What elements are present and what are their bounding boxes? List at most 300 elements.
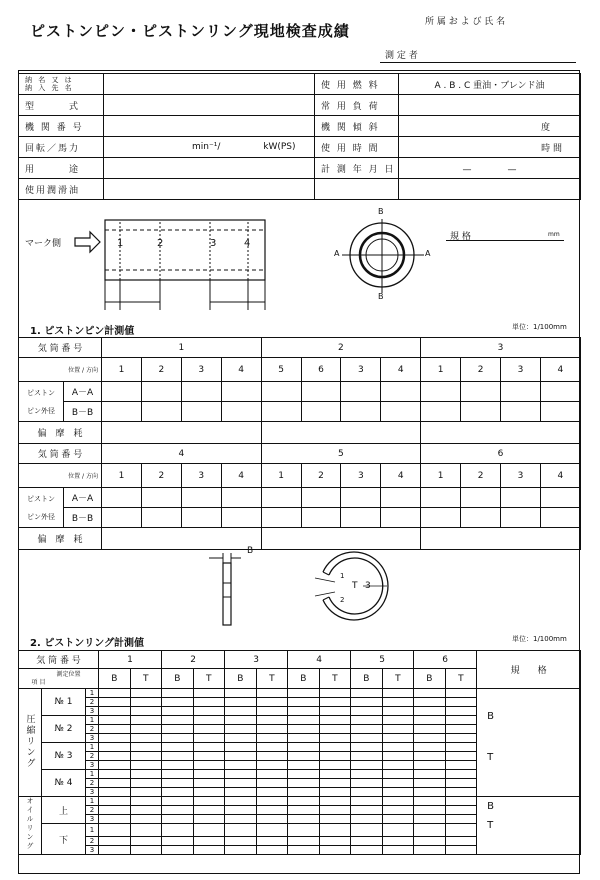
- ring-cell[interactable]: [256, 734, 288, 743]
- pin-wear-cell[interactable]: [261, 528, 421, 550]
- ring-cell[interactable]: [445, 779, 477, 788]
- ring-cell[interactable]: [319, 734, 351, 743]
- pin-cell[interactable]: [141, 488, 181, 508]
- info-value-model[interactable]: [104, 95, 315, 116]
- ring-cell[interactable]: [351, 734, 383, 743]
- ring-cell[interactable]: [288, 752, 320, 761]
- pin-cell[interactable]: [301, 488, 341, 508]
- ring-cell[interactable]: [319, 689, 351, 698]
- ring-cell[interactable]: [445, 707, 477, 716]
- ring-cell[interactable]: [256, 806, 288, 815]
- ring-cell[interactable]: [351, 846, 383, 855]
- ring-cell[interactable]: [99, 824, 131, 837]
- ring-cell[interactable]: [193, 707, 225, 716]
- ring-cell[interactable]: [288, 788, 320, 797]
- ring-cell[interactable]: [193, 698, 225, 707]
- info-value-use[interactable]: [104, 158, 315, 179]
- ring-cell[interactable]: [445, 752, 477, 761]
- ring-cell[interactable]: [288, 806, 320, 815]
- ring-cell[interactable]: [225, 752, 257, 761]
- pin-cell[interactable]: [540, 402, 580, 422]
- ring-cell[interactable]: [414, 716, 446, 725]
- ring-cell[interactable]: [351, 698, 383, 707]
- pin-cell[interactable]: [102, 508, 142, 528]
- pin-cell[interactable]: [421, 402, 461, 422]
- ring-cell[interactable]: [99, 698, 131, 707]
- ring-cell[interactable]: [382, 716, 414, 725]
- ring-cell[interactable]: [288, 689, 320, 698]
- ring-cell[interactable]: [162, 743, 194, 752]
- ring-cell[interactable]: [414, 707, 446, 716]
- ring-cell[interactable]: [414, 689, 446, 698]
- ring-cell[interactable]: [351, 788, 383, 797]
- ring-cell[interactable]: [130, 689, 162, 698]
- ring-cell[interactable]: [414, 752, 446, 761]
- info-value-delivery[interactable]: [104, 74, 315, 95]
- ring-cell[interactable]: [414, 837, 446, 846]
- ring-cell[interactable]: [256, 752, 288, 761]
- ring-b: B: [351, 669, 383, 689]
- ring-cell[interactable]: [162, 707, 194, 716]
- ring-cell[interactable]: [414, 779, 446, 788]
- ring-cell[interactable]: [256, 770, 288, 779]
- ring-cell[interactable]: [256, 788, 288, 797]
- ring-cell[interactable]: [445, 734, 477, 743]
- ring-cell[interactable]: [99, 770, 131, 779]
- ring-cell[interactable]: [130, 797, 162, 806]
- ring-cell[interactable]: [99, 815, 131, 824]
- ring-cell[interactable]: [414, 824, 446, 837]
- ring-cell[interactable]: [225, 824, 257, 837]
- ring-cell[interactable]: [351, 837, 383, 846]
- pin-wear-cell[interactable]: [421, 528, 581, 550]
- ring-cell[interactable]: [382, 743, 414, 752]
- ring-cell[interactable]: [351, 725, 383, 734]
- ring-cell[interactable]: [256, 837, 288, 846]
- ring-cell[interactable]: [99, 837, 131, 846]
- ring-cell[interactable]: [99, 846, 131, 855]
- ring-cell[interactable]: [130, 846, 162, 855]
- ring-cell[interactable]: [288, 743, 320, 752]
- ring-cell[interactable]: [256, 815, 288, 824]
- pin-cell[interactable]: [501, 508, 541, 528]
- ring-cell[interactable]: [162, 761, 194, 770]
- ring-cell[interactable]: [162, 837, 194, 846]
- ring-t: T: [319, 669, 351, 689]
- ring-cell[interactable]: [319, 788, 351, 797]
- pin-cell[interactable]: [461, 508, 501, 528]
- ring-cell[interactable]: [414, 698, 446, 707]
- pin-cell[interactable]: [540, 508, 580, 528]
- pin-cell[interactable]: [301, 402, 341, 422]
- ring-cell[interactable]: [351, 761, 383, 770]
- ring-cell[interactable]: [99, 743, 131, 752]
- ring-cell[interactable]: [162, 716, 194, 725]
- ring-cell[interactable]: [99, 779, 131, 788]
- ring-cell[interactable]: [351, 707, 383, 716]
- spec-label: 規 格: [450, 232, 471, 242]
- ring-cell[interactable]: [414, 761, 446, 770]
- ring-cell[interactable]: [256, 761, 288, 770]
- ring-cell[interactable]: [414, 725, 446, 734]
- info-value-load[interactable]: [399, 95, 581, 116]
- ring-cell[interactable]: [225, 770, 257, 779]
- ring-cell[interactable]: [319, 725, 351, 734]
- ring-cell[interactable]: [288, 824, 320, 837]
- ring-cyl: 3: [225, 651, 288, 669]
- pin-cell[interactable]: [501, 402, 541, 422]
- ring-cell[interactable]: [225, 707, 257, 716]
- pin-cell[interactable]: [341, 488, 381, 508]
- info-value-date[interactable]: — —: [399, 158, 581, 179]
- ring-cell[interactable]: [162, 806, 194, 815]
- ring-number-label: № 3: [42, 743, 86, 770]
- pin-cell[interactable]: [102, 382, 142, 402]
- pin-cell[interactable]: [341, 402, 381, 422]
- ring-cell[interactable]: [382, 806, 414, 815]
- ring-cell[interactable]: [193, 716, 225, 725]
- ring-cell[interactable]: [351, 779, 383, 788]
- ring-cell[interactable]: [193, 752, 225, 761]
- ring-cell[interactable]: [256, 689, 288, 698]
- ring-cell[interactable]: [288, 837, 320, 846]
- pin-cell[interactable]: [381, 382, 421, 402]
- ring-cell[interactable]: [256, 779, 288, 788]
- ring-cell[interactable]: [382, 779, 414, 788]
- ring-cell[interactable]: [319, 824, 351, 837]
- ring-number-label: № 2: [42, 716, 86, 743]
- ring-cell[interactable]: [225, 761, 257, 770]
- ring-cell[interactable]: [445, 788, 477, 797]
- ring-cell[interactable]: [319, 846, 351, 855]
- ring-cell[interactable]: [351, 824, 383, 837]
- ring-cell[interactable]: [225, 806, 257, 815]
- ring-cell[interactable]: [382, 689, 414, 698]
- ring-cell[interactable]: [256, 743, 288, 752]
- ring-cell[interactable]: [193, 725, 225, 734]
- cross-a-right: A: [425, 249, 431, 258]
- ring-cell[interactable]: [445, 815, 477, 824]
- info-value-lubricant[interactable]: [104, 179, 315, 200]
- pin-cell[interactable]: [221, 488, 261, 508]
- ring-cell[interactable]: [225, 815, 257, 824]
- ring-cell[interactable]: [99, 806, 131, 815]
- ring-cell[interactable]: [193, 797, 225, 806]
- ring-cell[interactable]: [99, 761, 131, 770]
- ring-cell[interactable]: [193, 689, 225, 698]
- pin-cell[interactable]: [261, 382, 301, 402]
- ring-cell[interactable]: [319, 698, 351, 707]
- ring-cell[interactable]: [351, 815, 383, 824]
- ring-cell[interactable]: [225, 725, 257, 734]
- ring-cell[interactable]: [288, 725, 320, 734]
- ring-cell[interactable]: [162, 770, 194, 779]
- ring-cell[interactable]: [225, 689, 257, 698]
- ring-cell[interactable]: [256, 846, 288, 855]
- ring-cell[interactable]: [130, 788, 162, 797]
- ring-cell[interactable]: [445, 716, 477, 725]
- pin-bottom-pos: 1: [261, 464, 301, 488]
- ring-cell[interactable]: [99, 725, 131, 734]
- ring-cell[interactable]: [414, 815, 446, 824]
- ring-cell[interactable]: [319, 815, 351, 824]
- ring-cell[interactable]: [319, 707, 351, 716]
- ring-cell[interactable]: [193, 770, 225, 779]
- ring-cell[interactable]: [256, 824, 288, 837]
- ring-cell[interactable]: [319, 779, 351, 788]
- ring-cell[interactable]: [319, 770, 351, 779]
- ring-cell[interactable]: [445, 837, 477, 846]
- info-value-hours[interactable]: [399, 137, 581, 158]
- pin-cell[interactable]: [141, 382, 181, 402]
- ring-cell[interactable]: [414, 788, 446, 797]
- pin-cell[interactable]: [181, 402, 221, 422]
- ring-spec-compression[interactable]: [477, 689, 581, 797]
- pin-cell[interactable]: [141, 402, 181, 422]
- ring-cell[interactable]: [351, 716, 383, 725]
- ring-cell[interactable]: [351, 743, 383, 752]
- ring-cell[interactable]: [351, 797, 383, 806]
- ring-cell[interactable]: [193, 815, 225, 824]
- pin-cell[interactable]: [221, 508, 261, 528]
- ring-cell[interactable]: [319, 743, 351, 752]
- info-value-tilt[interactable]: [399, 116, 581, 137]
- pin-cell[interactable]: [421, 382, 461, 402]
- ring-cell[interactable]: [225, 779, 257, 788]
- ring-cell[interactable]: [130, 824, 162, 837]
- ring-cell[interactable]: [382, 725, 414, 734]
- ring-cell[interactable]: [414, 734, 446, 743]
- ring-cell[interactable]: [130, 734, 162, 743]
- info-value-engine-no[interactable]: [104, 116, 315, 137]
- ring-cell[interactable]: [319, 716, 351, 725]
- ring-cell[interactable]: [130, 698, 162, 707]
- ring-cell[interactable]: [162, 752, 194, 761]
- ring-cell[interactable]: [193, 806, 225, 815]
- ring-cell[interactable]: [414, 797, 446, 806]
- ring-cell[interactable]: [351, 689, 383, 698]
- pin-cell[interactable]: [461, 402, 501, 422]
- ring-cell[interactable]: [130, 725, 162, 734]
- ring-cell[interactable]: [382, 788, 414, 797]
- ring-cell[interactable]: [130, 707, 162, 716]
- ring-cell[interactable]: [288, 734, 320, 743]
- ring-cell[interactable]: [288, 815, 320, 824]
- ring-cell[interactable]: [225, 837, 257, 846]
- ring-t: T: [445, 669, 477, 689]
- ring-cell[interactable]: [382, 761, 414, 770]
- ring-cell[interactable]: [99, 788, 131, 797]
- ring-cell[interactable]: [193, 846, 225, 855]
- ring-cell[interactable]: [351, 770, 383, 779]
- pin-cell[interactable]: [221, 382, 261, 402]
- ring-cell[interactable]: [445, 806, 477, 815]
- ring-cell[interactable]: [414, 743, 446, 752]
- pin-cell[interactable]: [341, 382, 381, 402]
- ring-cell[interactable]: [382, 824, 414, 837]
- ring-cell[interactable]: [225, 797, 257, 806]
- ring-cell[interactable]: [256, 725, 288, 734]
- ring-cell[interactable]: [130, 770, 162, 779]
- ring-cell[interactable]: [288, 761, 320, 770]
- ring-cell[interactable]: [445, 770, 477, 779]
- info-label-load: 常 用 負 荷: [315, 95, 399, 116]
- ring-cell[interactable]: [445, 698, 477, 707]
- ring-cell[interactable]: [445, 725, 477, 734]
- ring-number-label: 上: [42, 797, 86, 824]
- pin-wear-cell[interactable]: [102, 422, 262, 444]
- pin-cell[interactable]: [141, 508, 181, 528]
- ring-cell[interactable]: [382, 797, 414, 806]
- ring-cell[interactable]: [193, 743, 225, 752]
- ring-cell[interactable]: [414, 806, 446, 815]
- ring-cell[interactable]: [225, 788, 257, 797]
- ring-cell[interactable]: [162, 725, 194, 734]
- pin-cell[interactable]: [301, 382, 341, 402]
- pin-cell[interactable]: [501, 488, 541, 508]
- ring-cell[interactable]: [99, 716, 131, 725]
- ring-cell[interactable]: [256, 716, 288, 725]
- ring-cell[interactable]: [99, 797, 131, 806]
- ring-cell[interactable]: [99, 707, 131, 716]
- ring-cell[interactable]: [225, 716, 257, 725]
- ring-cell[interactable]: [225, 743, 257, 752]
- ring-cell[interactable]: [256, 797, 288, 806]
- ring-spec-oil[interactable]: [477, 797, 581, 855]
- pin-cell[interactable]: [181, 382, 221, 402]
- ring-cell[interactable]: [193, 779, 225, 788]
- pin-cell[interactable]: [461, 488, 501, 508]
- pin-cell[interactable]: [102, 402, 142, 422]
- ring-cell[interactable]: [130, 752, 162, 761]
- ring-cell[interactable]: [193, 824, 225, 837]
- ring-cell[interactable]: [162, 824, 194, 837]
- ring-cell[interactable]: [193, 788, 225, 797]
- ring-cell[interactable]: [162, 846, 194, 855]
- pin-wear-cell[interactable]: [421, 422, 581, 444]
- ring-cell[interactable]: [162, 779, 194, 788]
- ring-cell[interactable]: [288, 707, 320, 716]
- pin-cell[interactable]: [421, 508, 461, 528]
- ring-cell[interactable]: [319, 806, 351, 815]
- pin-cell[interactable]: [381, 488, 421, 508]
- ring-subrow-label: 1: [86, 770, 99, 779]
- ring-cell[interactable]: [319, 837, 351, 846]
- ring-cell[interactable]: [288, 698, 320, 707]
- pin-cell[interactable]: [461, 382, 501, 402]
- ring-cell[interactable]: [382, 846, 414, 855]
- pin-cell[interactable]: [261, 508, 301, 528]
- pin-cell[interactable]: [501, 382, 541, 402]
- ring-cell[interactable]: [130, 779, 162, 788]
- ring-cell[interactable]: [225, 846, 257, 855]
- pin-cyl-5: 5: [261, 444, 421, 464]
- pin-cell[interactable]: [341, 508, 381, 528]
- ring-cell[interactable]: [382, 698, 414, 707]
- ring-cell[interactable]: [162, 788, 194, 797]
- pin-top-pos: 6: [301, 358, 341, 382]
- ring-subrow-label: 2: [86, 779, 99, 788]
- ring-cyl: 2: [162, 651, 225, 669]
- ring-cell[interactable]: [445, 824, 477, 837]
- ring-cell[interactable]: [130, 815, 162, 824]
- ring-cell[interactable]: [256, 698, 288, 707]
- pin-cell[interactable]: [181, 488, 221, 508]
- pin-cell[interactable]: [381, 402, 421, 422]
- ring-cell[interactable]: [351, 806, 383, 815]
- pin-cell[interactable]: [540, 488, 580, 508]
- pin-cell[interactable]: [540, 382, 580, 402]
- ring-cell[interactable]: [351, 752, 383, 761]
- pin-cell[interactable]: [261, 402, 301, 422]
- ring-cell[interactable]: [382, 770, 414, 779]
- ring-cell[interactable]: [288, 846, 320, 855]
- ring-cell[interactable]: [193, 734, 225, 743]
- pin-cell[interactable]: [221, 402, 261, 422]
- ring-cell[interactable]: [382, 707, 414, 716]
- ring-one-label: 1: [340, 572, 345, 580]
- ring-cell[interactable]: [162, 815, 194, 824]
- ring-cell[interactable]: [162, 797, 194, 806]
- ring-cell[interactable]: [288, 797, 320, 806]
- ring-cell[interactable]: [319, 761, 351, 770]
- ring-cell[interactable]: [130, 806, 162, 815]
- pin-top-pos: 2: [461, 358, 501, 382]
- pin-cell[interactable]: [421, 488, 461, 508]
- ring-cell[interactable]: [288, 770, 320, 779]
- measurer-label: 測 定 者: [385, 51, 418, 61]
- ring-cell[interactable]: [193, 761, 225, 770]
- pin-cell[interactable]: [261, 488, 301, 508]
- ring-cell[interactable]: [162, 734, 194, 743]
- ring-cell[interactable]: [130, 743, 162, 752]
- ring-cell[interactable]: [130, 837, 162, 846]
- pin-wear-cell[interactable]: [261, 422, 421, 444]
- ring-cell[interactable]: [162, 698, 194, 707]
- ring-cell[interactable]: [162, 689, 194, 698]
- pin-cell[interactable]: [102, 488, 142, 508]
- ring-cell[interactable]: [445, 761, 477, 770]
- ring-cell[interactable]: [445, 743, 477, 752]
- ring-cell[interactable]: [99, 734, 131, 743]
- ring-cell[interactable]: [414, 846, 446, 855]
- ring-cell[interactable]: [445, 846, 477, 855]
- pin-cell[interactable]: [181, 508, 221, 528]
- ring-cell[interactable]: [319, 797, 351, 806]
- ring-cell[interactable]: [445, 797, 477, 806]
- ring-cell[interactable]: [99, 689, 131, 698]
- ring-cell[interactable]: [319, 752, 351, 761]
- pin-cell[interactable]: [381, 508, 421, 528]
- ring-cell[interactable]: [382, 837, 414, 846]
- info-value-rpm-power[interactable]: [104, 137, 315, 158]
- ring-cell[interactable]: [288, 779, 320, 788]
- ring-cell[interactable]: [130, 761, 162, 770]
- ring-cell[interactable]: [445, 689, 477, 698]
- ring-cell[interactable]: [225, 734, 257, 743]
- ring-cell[interactable]: [414, 770, 446, 779]
- ring-cell[interactable]: [99, 752, 131, 761]
- ring-cell[interactable]: [382, 734, 414, 743]
- ring-cell[interactable]: [193, 837, 225, 846]
- ring-cell[interactable]: [130, 716, 162, 725]
- ring-cell[interactable]: [382, 752, 414, 761]
- ring-cell[interactable]: [225, 698, 257, 707]
- ring-cell[interactable]: [382, 815, 414, 824]
- pin-cell[interactable]: [301, 508, 341, 528]
- ring-cell[interactable]: [288, 716, 320, 725]
- ring-cell[interactable]: [256, 707, 288, 716]
